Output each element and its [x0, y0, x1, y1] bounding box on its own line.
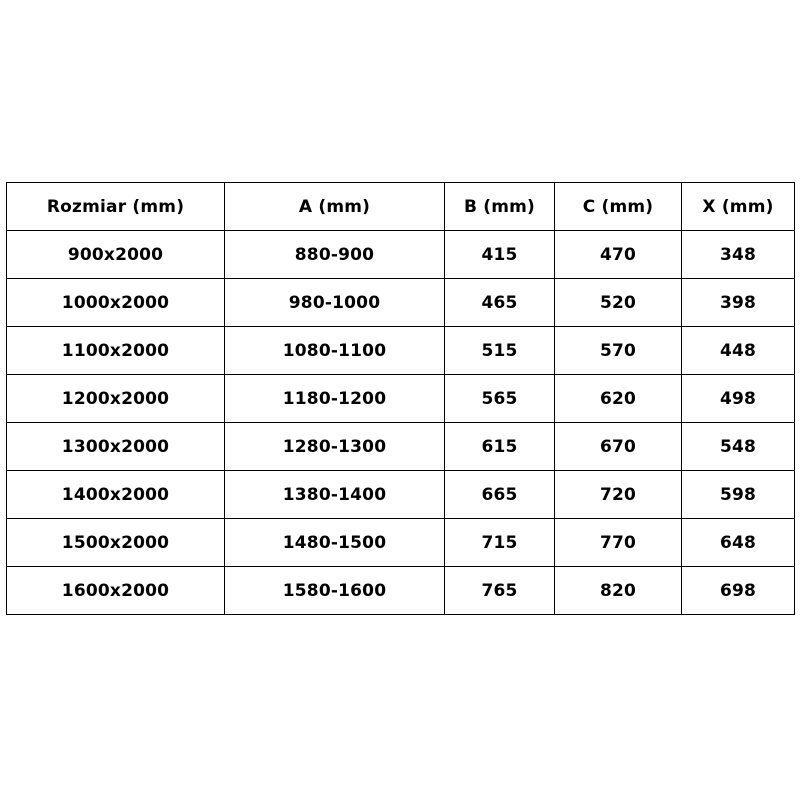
table-row: [7, 327, 795, 375]
cell-b: 515: [445, 327, 555, 375]
column-header-c: C (mm): [555, 183, 682, 231]
cell-c: 470: [555, 231, 682, 279]
cell-b: 765: [445, 567, 555, 615]
cell-c: 820: [555, 567, 682, 615]
cell-b: 665: [445, 471, 555, 519]
column-header-rozmiar: Rozmiar (mm): [7, 183, 225, 231]
cell-rozmiar: 1400x2000: [7, 471, 225, 519]
table-row: [7, 519, 795, 567]
table-header-row: [7, 183, 795, 231]
cell-x: 398: [682, 279, 795, 327]
cell-x: 448: [682, 327, 795, 375]
cell-x: 648: [682, 519, 795, 567]
column-header-b: B (mm): [445, 183, 555, 231]
cell-a: 980-1000: [225, 279, 445, 327]
table-body: [7, 231, 795, 615]
size-specification-table-container: [6, 182, 794, 615]
cell-c: 670: [555, 423, 682, 471]
table-row: [7, 231, 795, 279]
cell-rozmiar: 1100x2000: [7, 327, 225, 375]
cell-c: 720: [555, 471, 682, 519]
cell-a: 1180-1200: [225, 375, 445, 423]
column-header-a: A (mm): [225, 183, 445, 231]
cell-c: 620: [555, 375, 682, 423]
cell-b: 715: [445, 519, 555, 567]
cell-rozmiar: 1500x2000: [7, 519, 225, 567]
cell-x: 698: [682, 567, 795, 615]
cell-c: 570: [555, 327, 682, 375]
cell-a: 1080-1100: [225, 327, 445, 375]
table-row: [7, 375, 795, 423]
column-header-x: X (mm): [682, 183, 795, 231]
cell-x: 548: [682, 423, 795, 471]
cell-b: 415: [445, 231, 555, 279]
cell-a: 1580-1600: [225, 567, 445, 615]
cell-x: 348: [682, 231, 795, 279]
cell-a: 1480-1500: [225, 519, 445, 567]
cell-x: 498: [682, 375, 795, 423]
table-row: [7, 279, 795, 327]
table-row: [7, 423, 795, 471]
cell-c: 520: [555, 279, 682, 327]
table-header: [7, 183, 795, 231]
table-row: [7, 471, 795, 519]
table-row: [7, 567, 795, 615]
cell-b: 615: [445, 423, 555, 471]
cell-rozmiar: 900x2000: [7, 231, 225, 279]
cell-rozmiar: 1000x2000: [7, 279, 225, 327]
cell-a: 880-900: [225, 231, 445, 279]
cell-x: 598: [682, 471, 795, 519]
size-specification-table: [6, 182, 795, 615]
cell-b: 565: [445, 375, 555, 423]
cell-a: 1280-1300: [225, 423, 445, 471]
cell-rozmiar: 1600x2000: [7, 567, 225, 615]
cell-rozmiar: 1200x2000: [7, 375, 225, 423]
cell-a: 1380-1400: [225, 471, 445, 519]
cell-c: 770: [555, 519, 682, 567]
cell-b: 465: [445, 279, 555, 327]
cell-rozmiar: 1300x2000: [7, 423, 225, 471]
